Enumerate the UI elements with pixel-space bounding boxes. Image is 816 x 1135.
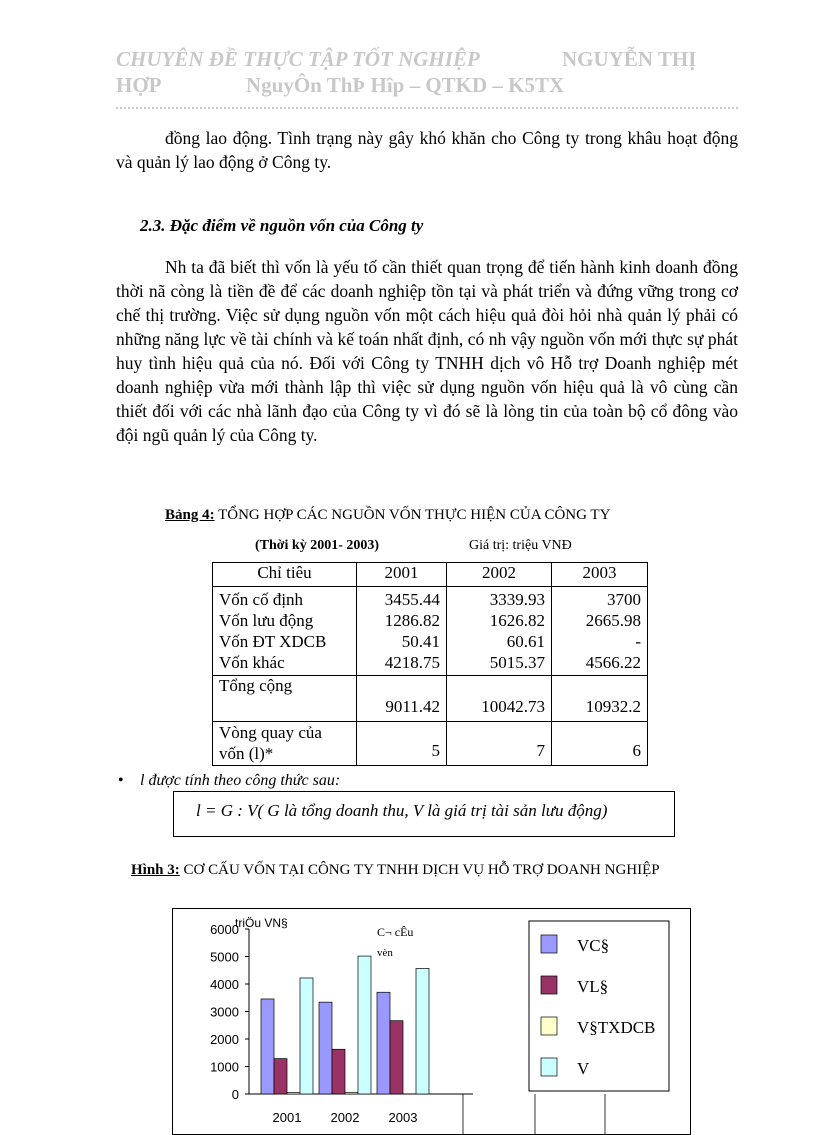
- legend-label: VC§: [577, 936, 610, 955]
- total-value: 10932.2: [552, 676, 648, 722]
- header-divider: [116, 107, 738, 109]
- bar-VL§-2001: [274, 1059, 287, 1094]
- total-value: 9011.42: [357, 676, 447, 722]
- bar-VL§-2003: [390, 1021, 403, 1094]
- table-header-cell: 2003: [552, 563, 648, 587]
- table-period: (Thời kỳ 2001- 2003): [255, 538, 380, 553]
- row-label: Vốn khác: [219, 653, 285, 672]
- row-label: Vốn cố định: [219, 590, 304, 609]
- table-label-cell: [213, 587, 357, 676]
- cell-value: -: [635, 632, 641, 651]
- figure-caption-text: CƠ CẤU VỐN TẠI CÔNG TY TNHH DỊCH VỤ HỖ TRỢ DOANH NGHIỆP: [179, 862, 660, 878]
- legend-label: VL§: [577, 977, 609, 996]
- legend-swatch: [541, 1058, 557, 1076]
- cell-value: 2665.98: [585, 611, 641, 630]
- bar-VC§-2002: [319, 1002, 332, 1094]
- turnover-label: [213, 722, 357, 766]
- table-header-cell: Chỉ tiêu: [213, 563, 357, 587]
- y-tick-label: 0: [231, 1087, 239, 1102]
- paragraph-1: đồng lao động. Tình trạng này gây khó khăn cho Công ty trong khâu hoạt động và quản lý lao động ở Công ty.: [116, 128, 738, 172]
- bar-V-2002: [358, 956, 371, 1094]
- table-row: [213, 587, 648, 676]
- legend-swatch: [541, 1017, 557, 1035]
- bar-VC§-2001: [261, 999, 274, 1094]
- cell-value: 3339.93: [489, 590, 545, 609]
- page-header: [116, 46, 736, 97]
- cell-value: 4218.75: [384, 653, 440, 672]
- cell-value: 3455.44: [384, 590, 440, 609]
- total-value: 10042.73: [447, 676, 552, 722]
- x-tick-label: 2002: [330, 1110, 360, 1125]
- formula-box: l = G : V( G là tổng doanh thu, V là giá trị tài sản lưu động): [173, 791, 675, 837]
- table-total-row: [213, 676, 648, 722]
- y-tick-label: 5000: [210, 949, 239, 965]
- turnover-label-2: vốn (l)*: [219, 744, 274, 763]
- header-author-cont: HỢP: [116, 73, 162, 97]
- y-tick-label: 1000: [210, 1059, 239, 1075]
- cell-value: 50.41: [401, 632, 440, 651]
- x-tick-label: 2001: [272, 1110, 302, 1125]
- bullet-note: [118, 772, 340, 790]
- header-author: NGUYỄN THỊ: [562, 47, 697, 71]
- y-tick-label: 4000: [210, 977, 239, 992]
- capital-table: [212, 562, 648, 766]
- y-axis-title: triÖu VN§: [235, 916, 288, 930]
- chart-annotation: C¬ cÊu: [377, 925, 414, 939]
- legend-swatch: [541, 976, 557, 994]
- paragraph-2: Nh ta đã biết thì vốn là yếu tố cần thiết quan trọng để tiến hành kinh doanh đồng thời nã còng là tiền đề để các doanh nghiệp tồn tại và phát triển và đứng vững trong cơ chế thị trường. Việc sử dụng nguồn vốn một cách hiệu quả đòi hỏi nhà quản lý phải có những năng lực về tài chính và kế toán nhất định, có nh vậy nguồn vốn mới thực sự phát huy tình hiệu quả của nó. Đối với Công ty TNHH dịch vô Hỗ trợ Doanh nghiệp mét doanh nghiệp vừa mới thành lập thì việc sử dụng nguồn vốn hiệu quả là vô cùng cần thiết đối với các nhà lãnh đạo của Công ty vì đó sẽ là lòng tin của toàn bộ cổ đông vào đội ngũ quản lý của Công ty.: [116, 257, 738, 445]
- table-year-cell: [357, 587, 447, 676]
- bar-VL§-2002: [332, 1049, 345, 1094]
- y-tick-label: 3000: [210, 1004, 239, 1020]
- chart-annotation: vèn: [377, 947, 393, 959]
- bar-V§TXDCB-2001: [287, 1093, 300, 1094]
- turnover-value: 6: [552, 722, 648, 766]
- legend-label: V: [577, 1059, 590, 1078]
- bar-V-2001: [300, 978, 313, 1094]
- turnover-value: 7: [447, 722, 552, 766]
- legend-label: V§TXDCB: [577, 1018, 656, 1037]
- y-tick-label: 6000: [210, 922, 239, 937]
- row-label: Vốn lưu động: [219, 611, 314, 630]
- cell-value: 60.61: [506, 632, 545, 651]
- cell-value: 1286.82: [384, 611, 440, 630]
- table-year-cell: [552, 587, 648, 676]
- cell-value: 5015.37: [489, 653, 545, 672]
- turnover-value: 5: [357, 722, 447, 766]
- cell-value: 3700: [607, 590, 641, 609]
- bar-V-2003: [416, 968, 429, 1094]
- bullet-dot: •: [118, 772, 124, 789]
- table-caption-label: Bảng 4:: [165, 507, 215, 523]
- legend-swatch: [541, 935, 557, 953]
- table-caption-text: TỔNG HỢP CÁC NGUỒN VỐN THỰC HIỆN CỦA CÔNG TY: [214, 507, 611, 523]
- header-title: CHUYÊN ĐỀ THỰC TẬP TỐT NGHIỆP: [116, 47, 480, 71]
- cell-value: 4566.22: [585, 653, 641, 672]
- cell-value: 1626.82: [489, 611, 545, 630]
- table-unit: Giá trị: triệu VNĐ: [469, 538, 572, 553]
- bar-VC§-2003: [377, 992, 390, 1094]
- row-label: Vốn ĐT XDCB: [219, 632, 327, 651]
- total-label: Tổng cộng: [213, 676, 357, 722]
- figure-caption-label: Hình 3:: [131, 862, 180, 878]
- capital-chart: [173, 909, 690, 1134]
- bullet-text: l được tính theo công thức sau:: [140, 772, 341, 789]
- table-header-row: [213, 563, 648, 587]
- figure-caption: [131, 862, 660, 879]
- turnover-label-1: Vòng quay của: [219, 723, 322, 742]
- table-caption: [165, 507, 610, 524]
- x-tick-label: 2003: [388, 1110, 418, 1125]
- table-year-cell: [447, 587, 552, 676]
- y-tick-label: 2000: [210, 1032, 239, 1047]
- chart-frame: [172, 908, 691, 1135]
- section-title: 2.3. Đặc điểm về nguồn vốn của Công ty: [140, 216, 424, 235]
- header-subtitle: NguyÔn ThÞ Hîp – QTKD – K5TX: [246, 73, 565, 97]
- table-header-cell: 2002: [447, 563, 552, 587]
- bar-V§TXDCB-2002: [345, 1092, 358, 1094]
- table-header-cell: 2001: [357, 563, 447, 587]
- table-turnover-row: [213, 722, 648, 766]
